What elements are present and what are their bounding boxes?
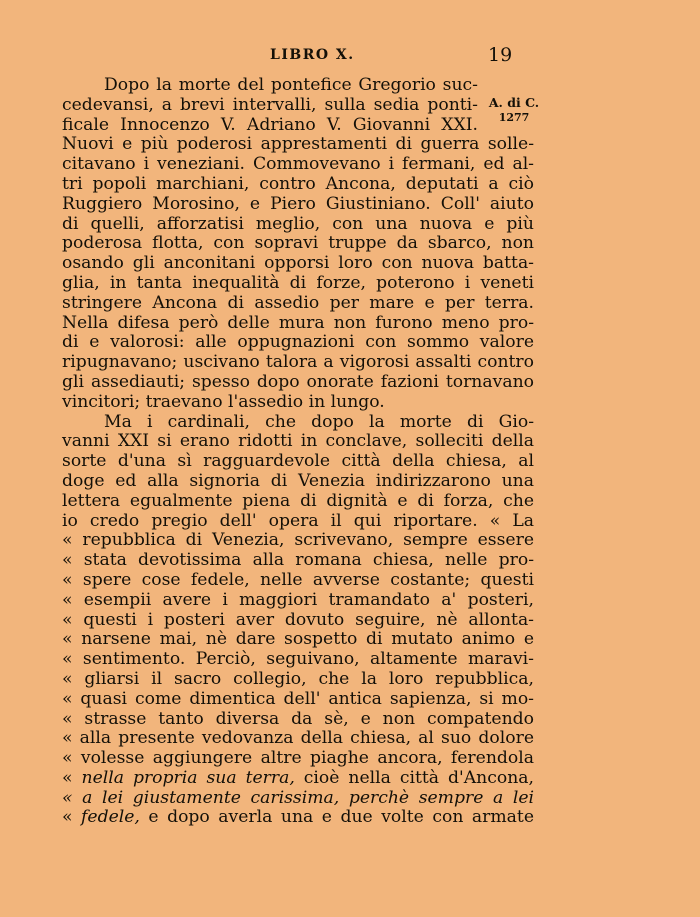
text-line: citavano i veneziani. Commovevano i fermani, ed al- [62,154,534,175]
text-line: sorte d'una sì ragguardevole città della chiesa, al [62,451,534,472]
text-line: « esempii avere i maggiori tramandato a' posteri, [62,589,534,610]
text-line: « stata devotissima alla romana chiesa, nelle pro- [62,550,534,571]
text-line: di e valorosi: alle oppugnazioni con sommo valore [62,332,534,353]
text-line: « gliarsi il sacro collegio, che la loro repubblica, [62,668,534,689]
margin-era: A. di C. [488,95,540,110]
text-line: lettera egualmente piena di dignità e di forza, che [62,490,534,511]
text-line: io credo pregio dell' opera il qui riportare. « La [62,510,534,531]
text-line: cedevansi, a brevi intervalli, sulla sedia ponti- [62,94,478,115]
text-line: « questi i posteri aver dovuto seguire, nè allonta- [62,609,534,630]
text-line: « spere cose fedele, nelle avverse costante; questi [62,569,534,590]
text-line: ripugnavano; uscivano talora a vigorosi assalti contro [62,352,534,373]
italic-phrase: nella propria sua terra, [81,767,295,788]
text-line: Ruggiero Morosino, e Piero Giustiniano. Coll' aiuto [62,193,534,214]
text-line: « repubblica di Venezia, scrivevano, sempre essere [62,530,534,551]
text-line: stringere Ancona di assedio per mare e per terra. [62,292,534,313]
text-line: glia, in tanta inequalità di forze, poterono i veneti [62,272,534,293]
text-line: gli assediauti; spesso dopo onorate fazioni tornavano [62,371,534,392]
margin-year: 1277 [498,111,530,124]
quote-mark: « [62,807,73,828]
body-text [62,76,534,828]
running-title: LIBRO X. [270,47,355,63]
text-line: osando gli anconitani opporsi loro con nuova batta- [62,253,534,274]
text-line: « sentimento. Perciò, seguivano, altamente maravi- [62,649,534,670]
text-line: « volesse aggiungere altre piaghe ancora, ferendola [62,748,534,769]
text-segment: cioè nella città d'Ancona, [303,767,534,788]
text-line: vanni XXI si erano ridotti in conclave, solleciti della [62,431,534,452]
text-line: Nella difesa però delle mura non furono meno pro- [62,312,534,333]
text-line: Ma i cardinali, che dopo la morte di Gio- [104,411,534,432]
text-line: « a lei giustamente carissima, perchè sempre a lei [62,787,534,808]
text-line: « narsene mai, nè dare sospetto di mutato animo e [62,629,534,650]
text-line: « quasi come dimentica dell' antica sapienza, si mo- [62,688,534,709]
text-line: poderosa flotta, con sopravi truppe da sbarco, non [62,233,534,254]
text-segment: e dopo averla una e due volte con armate [148,807,534,828]
text-line: tri popoli marchiani, contro Ancona, deputati a ciò [62,173,534,194]
italic-phrase: fedele, [81,807,140,828]
text-line: vincitori; traevano l'assedio in lungo. [62,391,385,412]
text-line: Dopo la morte del pontefice Gregorio suc- [104,75,478,95]
text-line: di quelli, afforzatisi meglio, con una nuova e più [62,213,534,234]
text-line [62,769,534,789]
page-number: 19 [488,44,513,66]
text-line: doge ed alla signoria di Venezia indirizzarono una [62,470,534,491]
text-line: « alla presente vedovanza della chiesa, al suo dolore [62,728,534,749]
text-line [62,808,534,828]
text-line: « strasse tanto diversa da sè, e non compatendo [62,708,534,729]
quote-mark: « [62,767,73,788]
page-header [0,44,700,68]
text-line: ficale Innocenzo V. Adriano V. Giovanni XXI. [62,114,478,135]
text-line: Nuovi e più poderosi apprestamenti di guerra solle- [62,134,534,155]
